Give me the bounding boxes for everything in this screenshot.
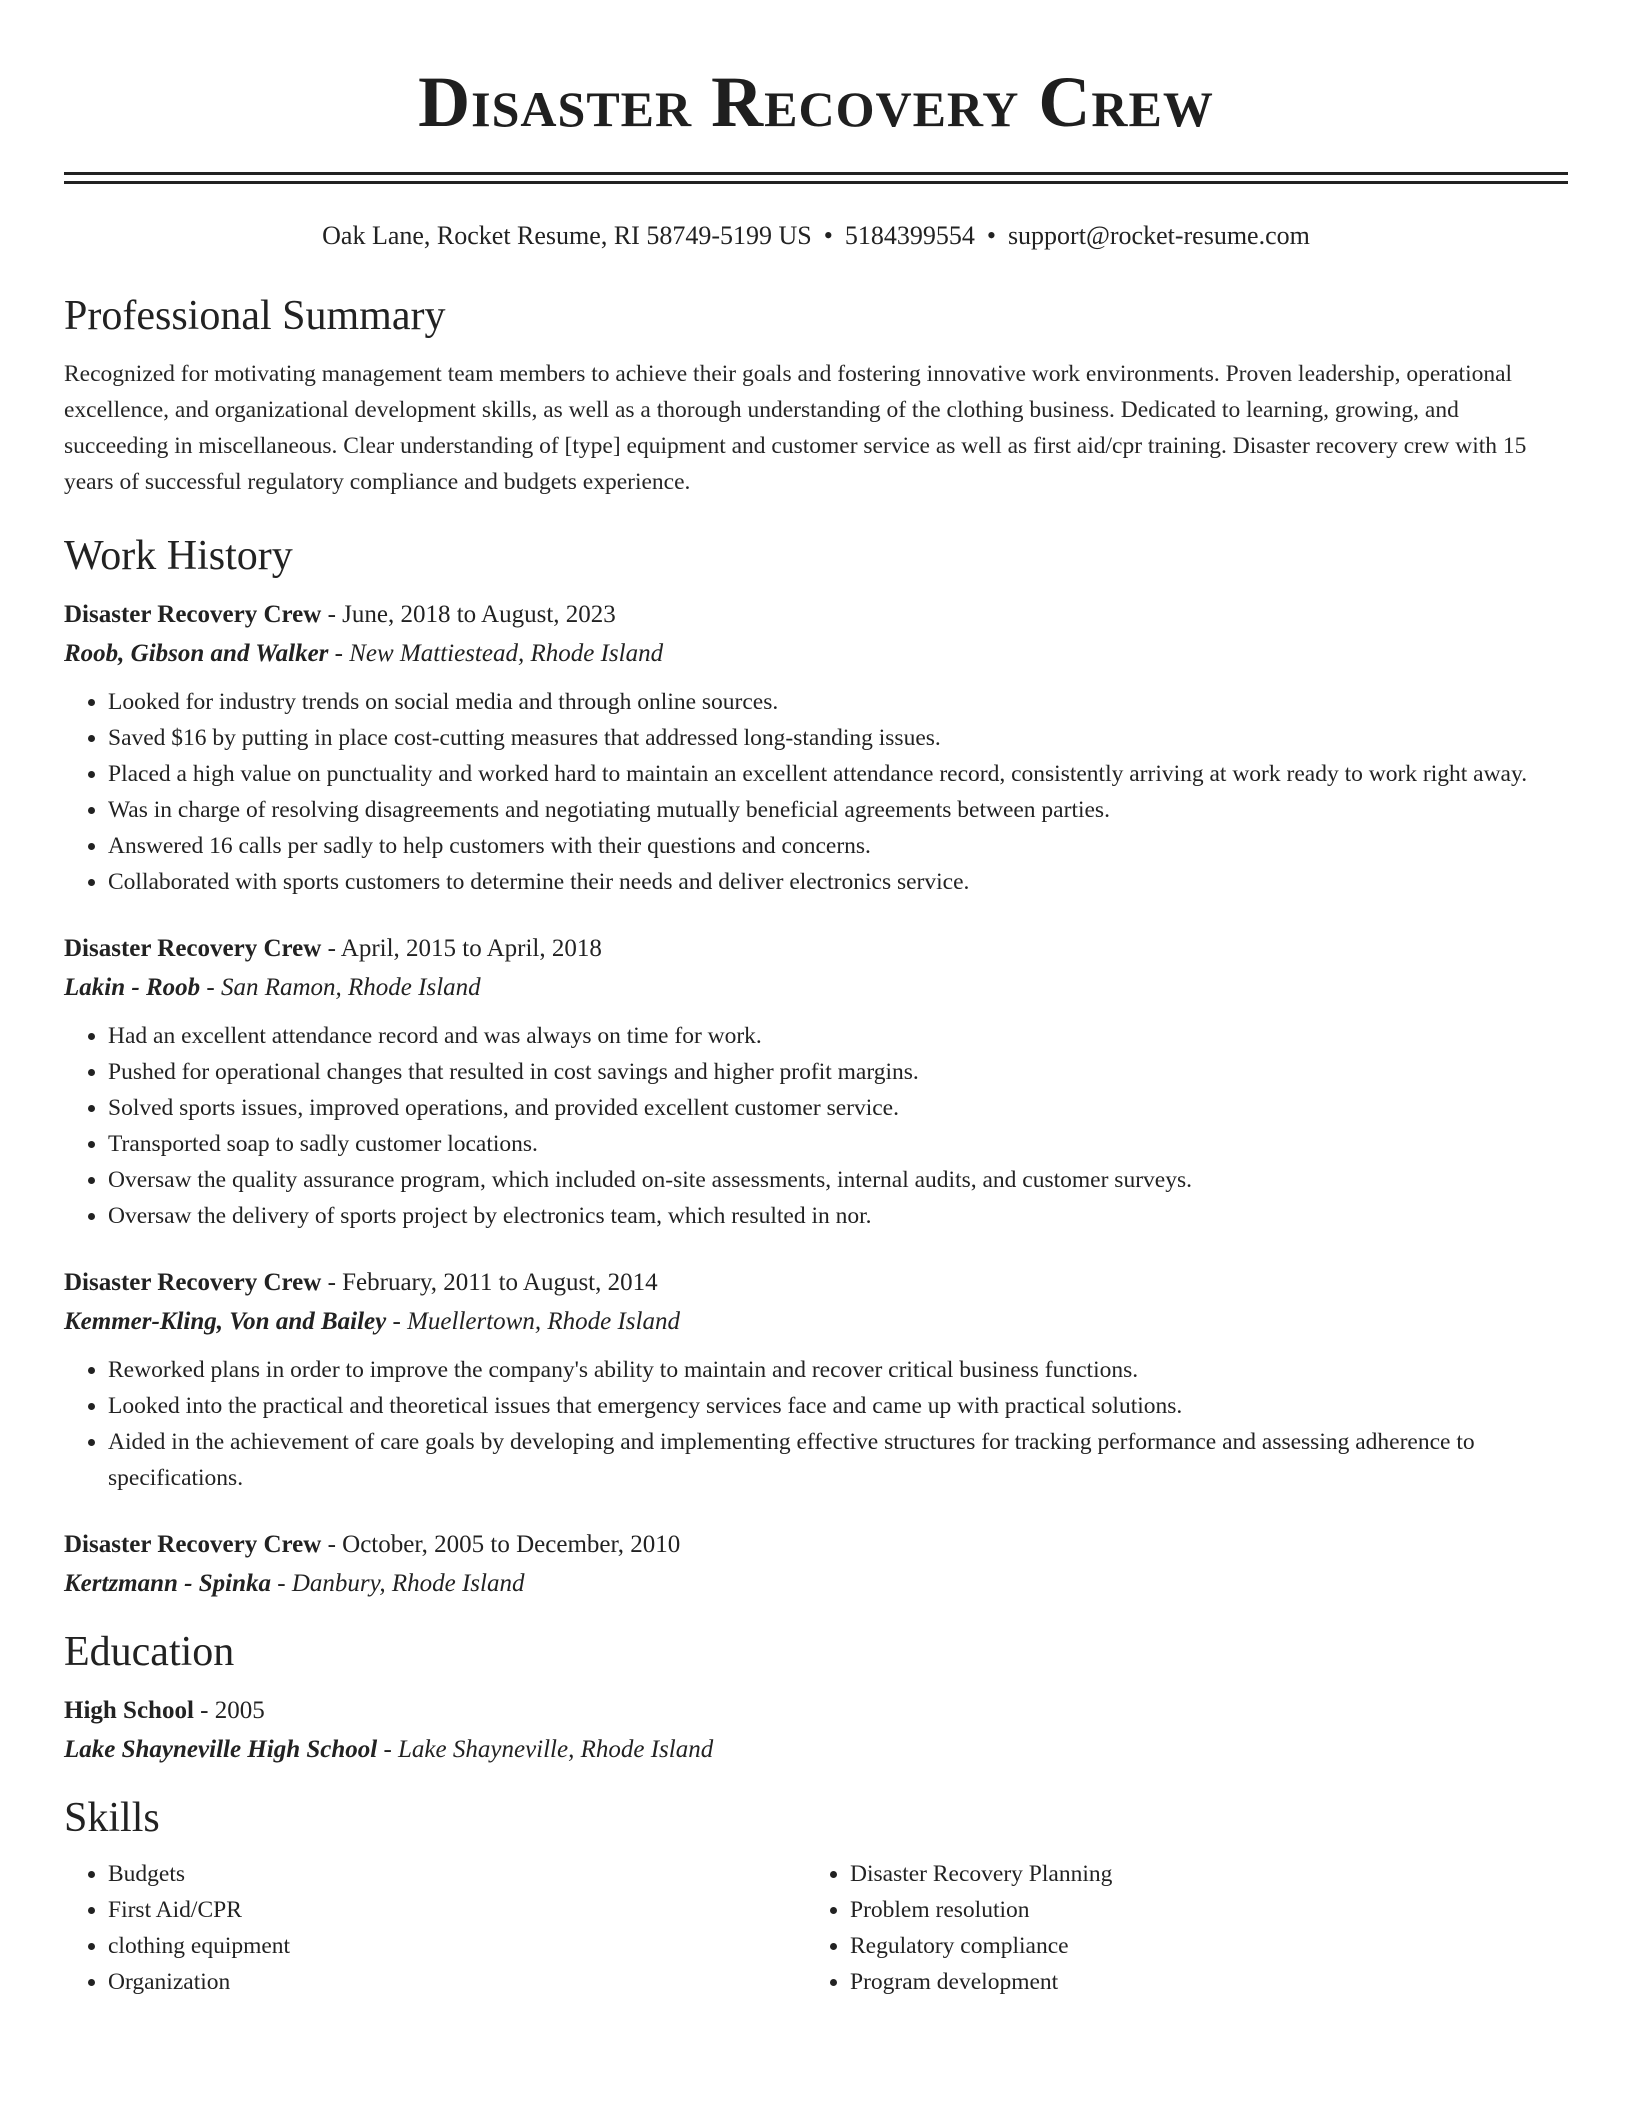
job-company: Kemmer-Kling, Von and Bailey: [64, 1308, 387, 1335]
job-bullet: • Placed a high value on punctuality and worked hard to maintain an excellent attendance record, consistently arriving at work ready to work right away.: [108, 756, 1568, 792]
job-bullets: [64, 1352, 1568, 1496]
job-role: Disaster Recovery Crew: [64, 935, 322, 962]
header-rule-bottom: [64, 181, 1568, 184]
job-employer: [64, 634, 1568, 674]
contact-line: [64, 220, 1568, 252]
contact-email: support@rocket-resume.com: [1007, 221, 1310, 250]
job-bullet: • Oversaw the quality assurance program, which included on-site assessments, internal audits, and customer surveys.: [108, 1162, 1568, 1198]
job-location: - New Mattiestead, Rhode Island: [328, 640, 664, 667]
job-header: [64, 930, 1568, 968]
education-header: [64, 1692, 1568, 1730]
job-entry: [64, 1526, 1568, 1604]
skill-item: • Regulatory compliance: [850, 1928, 1548, 1964]
education-school-line: [64, 1730, 1568, 1770]
contact-phone: 5184399554: [844, 221, 975, 250]
skill-item: • clothing equipment: [108, 1928, 806, 1964]
education-entry: [64, 1692, 1568, 1770]
job-bullets: [64, 1018, 1568, 1234]
job-company: Roob, Gibson and Walker: [64, 640, 329, 667]
skill-item: • Problem resolution: [850, 1892, 1548, 1928]
skill-item: • Organization: [108, 1964, 806, 2000]
job-company: Kertzmann - Spinka: [64, 1570, 272, 1597]
job-dates: - June, 2018 to August, 2023: [321, 601, 616, 628]
job-bullet: • Had an excellent attendance record and was always on time for work.: [108, 1018, 1568, 1054]
skill-item: • Program development: [850, 1964, 1548, 2000]
education-heading: Education: [64, 1629, 235, 1675]
job-bullet: • Looked for industry trends on social media and through online sources.: [108, 684, 1568, 720]
job-company: Lakin - Roob: [64, 974, 201, 1001]
contact-separator: •: [823, 221, 833, 250]
skills-column-right: [806, 1856, 1548, 2000]
job-entry: [64, 930, 1568, 1234]
job-bullet: • Aided in the achievement of care goals by developing and implementing effective structures for tracking performance and assessing adherence to specifications.: [108, 1424, 1568, 1496]
skills-grid: [64, 1856, 1568, 2000]
header-rule-top: [64, 172, 1568, 175]
job-bullet: • Saved $16 by putting in place cost-cutting measures that addressed long-standing issues.: [108, 720, 1568, 756]
job-bullet: • Reworked plans in order to improve the company's ability to maintain and recover critical business functions.: [108, 1352, 1568, 1388]
job-role: Disaster Recovery Crew: [64, 601, 322, 628]
job-entry: [64, 1264, 1568, 1496]
contact-address: Oak Lane, Rocket Resume, RI 58749-5199 US: [322, 221, 812, 250]
job-location: - San Ramon, Rhode Island: [200, 974, 481, 1001]
job-entry: [64, 596, 1568, 900]
job-header: [64, 1264, 1568, 1302]
job-header: [64, 1526, 1568, 1564]
education-degree: High School: [64, 1697, 194, 1724]
summary-heading: Professional Summary: [64, 293, 446, 339]
job-location: - Muellertown, Rhode Island: [386, 1308, 680, 1335]
skills-column-left: [64, 1856, 806, 2000]
job-dates: - February, 2011 to August, 2014: [321, 1269, 658, 1296]
summary-text: Recognized for motivating management team members to achieve their goals and fostering innovative work environments. Proven leadership, operational excellence, and organizational development skills, as well as a thorough understanding of the clothing business. Dedicated to learning, growing, and succeeding in miscellaneous. Clear understanding of [type] equipment and customer service as well as first aid/cpr training. Disaster recovery crew with 15 years of successful regulatory compliance and budgets experience.: [64, 361, 1527, 495]
skills-heading: Skills: [64, 1795, 160, 1841]
job-bullet: • Collaborated with sports customers to determine their needs and deliver electronics service.: [108, 864, 1568, 900]
skill-item: • Budgets: [108, 1856, 806, 1892]
job-employer: [64, 1564, 1568, 1604]
job-bullet: • Oversaw the delivery of sports project by electronics team, which resulted in nor.: [108, 1198, 1568, 1234]
job-bullet: • Answered 16 calls per sadly to help customers with their questions and concerns.: [108, 828, 1568, 864]
job-location: - Danbury, Rhode Island: [271, 1570, 525, 1597]
resume-name: Disaster Recovery Crew: [418, 62, 1214, 142]
job-bullets: [64, 684, 1568, 900]
education-school: Lake Shayneville High School: [64, 1736, 378, 1763]
job-employer: [64, 968, 1568, 1008]
skill-item: • Disaster Recovery Planning: [850, 1856, 1548, 1892]
education-year: - 2005: [193, 1697, 265, 1724]
job-bullet: • Pushed for operational changes that resulted in cost savings and higher profit margins.: [108, 1054, 1568, 1090]
job-bullet: • Transported soap to sadly customer locations.: [108, 1126, 1568, 1162]
job-employer: [64, 1302, 1568, 1342]
job-role: Disaster Recovery Crew: [64, 1531, 322, 1558]
education-location: - Lake Shayneville, Rhode Island: [377, 1736, 714, 1763]
job-dates: - October, 2005 to December, 2010: [321, 1531, 681, 1558]
job-header: [64, 596, 1568, 634]
job-dates: - April, 2015 to April, 2018: [321, 935, 602, 962]
job-bullet: • Solved sports issues, improved operations, and provided excellent customer service.: [108, 1090, 1568, 1126]
job-bullet: • Was in charge of resolving disagreements and negotiating mutually beneficial agreements between parties.: [108, 792, 1568, 828]
contact-separator: •: [986, 221, 996, 250]
skill-item: • First Aid/CPR: [108, 1892, 806, 1928]
job-role: Disaster Recovery Crew: [64, 1269, 322, 1296]
work-history-heading: Work History: [64, 533, 293, 579]
job-bullet: • Looked into the practical and theoretical issues that emergency services face and came up with practical solutions.: [108, 1388, 1568, 1424]
